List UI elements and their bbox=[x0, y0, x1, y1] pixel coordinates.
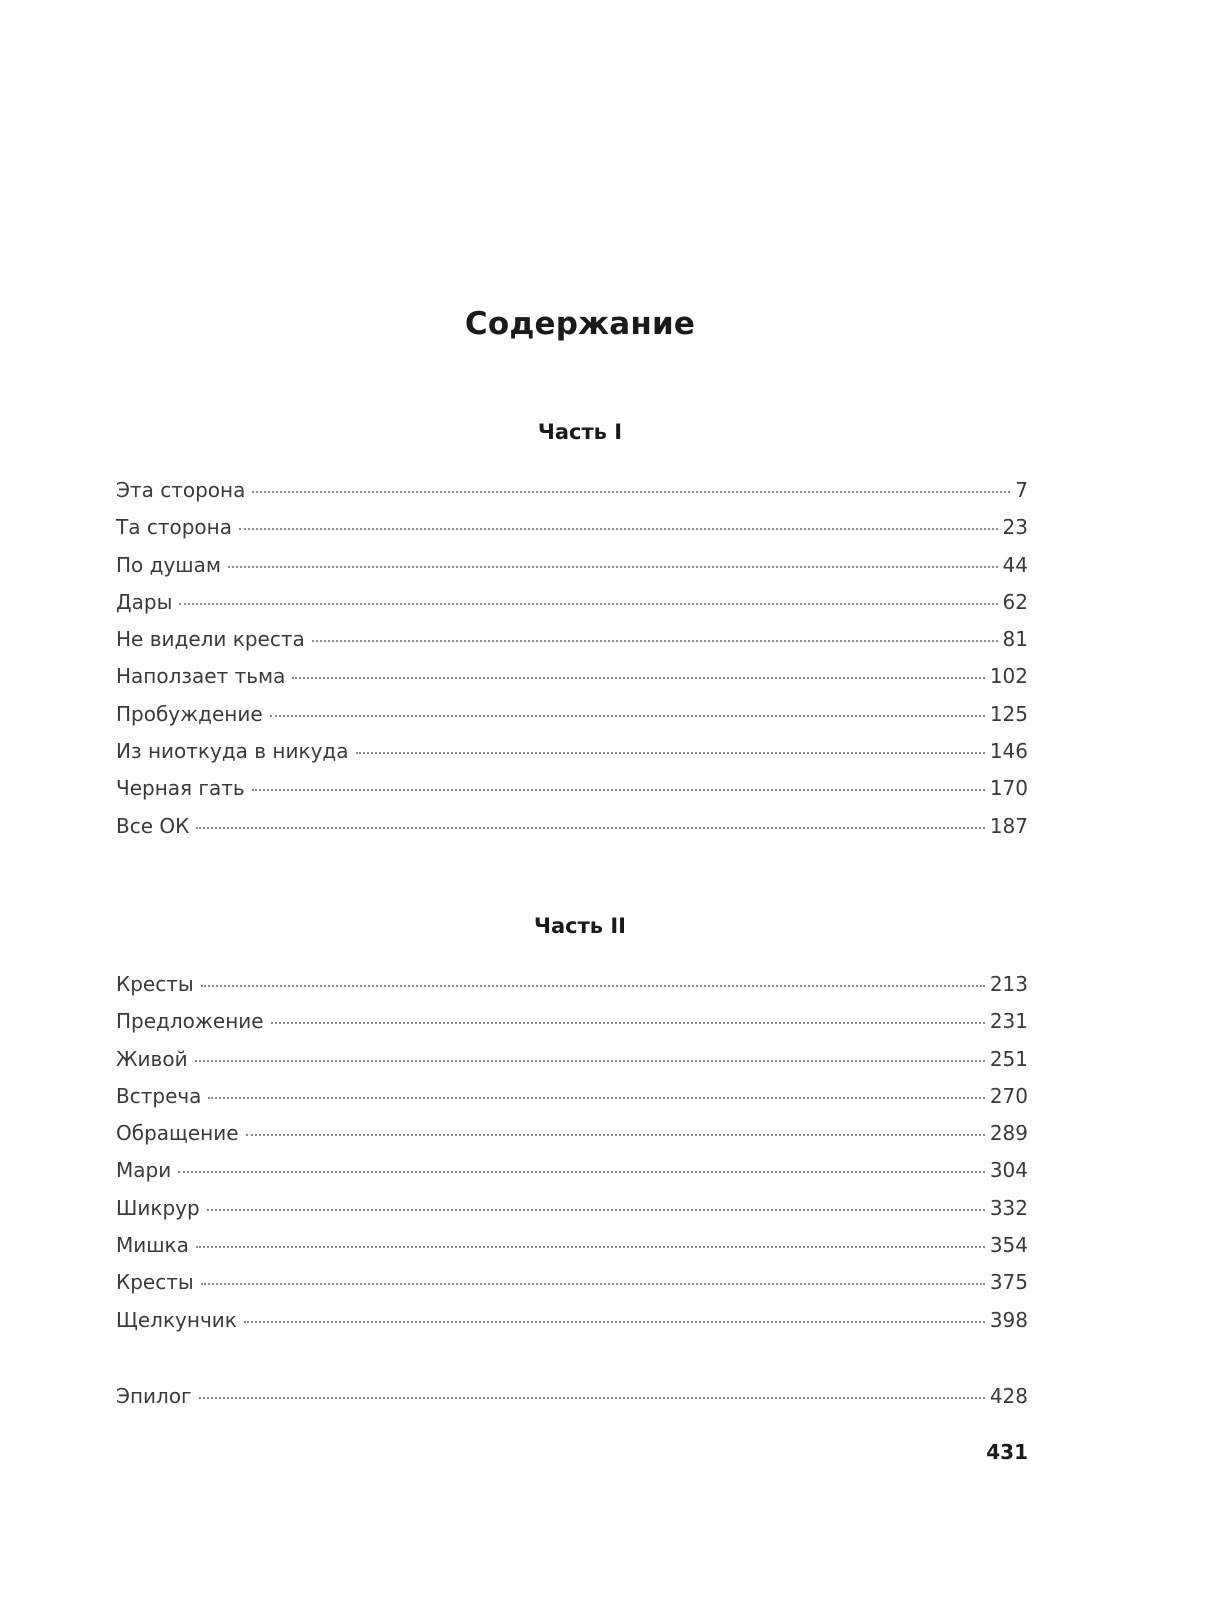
toc-entry bbox=[116, 1158, 1028, 1195]
toc-entry bbox=[116, 1121, 1028, 1158]
epilogue-toc-list bbox=[116, 1384, 1028, 1421]
dot-leader bbox=[199, 1397, 985, 1399]
toc-entry-page: 289 bbox=[989, 1121, 1028, 1146]
dot-leader bbox=[244, 1321, 985, 1323]
toc-entry bbox=[116, 702, 1028, 739]
dot-leader bbox=[208, 1097, 984, 1099]
toc-entry bbox=[116, 1009, 1028, 1046]
toc-entry-page: 23 bbox=[1002, 515, 1028, 540]
toc-entry-title: Мишка bbox=[116, 1233, 189, 1258]
toc-entry-epilogue bbox=[116, 1384, 1028, 1421]
toc-entry bbox=[116, 1233, 1028, 1270]
dot-leader bbox=[228, 566, 998, 568]
toc-entry-title: Эта сторона bbox=[116, 478, 246, 502]
toc-entry-page: 146 bbox=[989, 739, 1028, 764]
toc-entry bbox=[116, 972, 1028, 1009]
toc-entry-page: 231 bbox=[989, 1009, 1028, 1034]
toc-entry-title: Эпилог bbox=[116, 1384, 192, 1408]
toc-entry-title: По душам bbox=[116, 552, 221, 577]
dot-leader bbox=[201, 985, 985, 987]
dot-leader bbox=[252, 491, 1010, 493]
toc-entry-title: Дары bbox=[116, 589, 173, 614]
dot-leader bbox=[179, 603, 997, 605]
toc-entry-title: Обращение bbox=[116, 1121, 239, 1146]
dot-leader bbox=[292, 677, 984, 679]
part-1-heading: Часть I bbox=[537, 420, 623, 444]
dot-leader bbox=[246, 1134, 985, 1136]
toc-entry-title: Мари bbox=[116, 1158, 172, 1183]
toc-entry bbox=[116, 776, 1028, 813]
toc-entry bbox=[116, 478, 1028, 515]
toc-entry-page: 44 bbox=[1002, 552, 1028, 577]
dot-leader bbox=[271, 1022, 985, 1024]
toc-entry-page: 332 bbox=[989, 1195, 1028, 1220]
toc-entry-title: Щелкунчик bbox=[116, 1307, 237, 1332]
toc-entry bbox=[116, 590, 1028, 627]
dot-leader bbox=[196, 1246, 985, 1248]
toc-entry-page: 102 bbox=[989, 664, 1028, 689]
page-title: Содержание bbox=[464, 306, 696, 342]
toc-entry-title: Кресты bbox=[116, 972, 194, 996]
toc-entry-page: 7 bbox=[1015, 478, 1028, 502]
toc-entry bbox=[116, 814, 1028, 851]
toc-entry-page: 187 bbox=[989, 813, 1028, 838]
toc-entry-title: Кресты bbox=[116, 1270, 194, 1295]
toc-entry-page: 251 bbox=[989, 1046, 1028, 1071]
toc-entry-page: 125 bbox=[989, 701, 1028, 726]
part-1-toc-list bbox=[116, 478, 1028, 851]
toc-entry bbox=[116, 1196, 1028, 1233]
toc-entry-title: Из ниоткуда в никуда bbox=[116, 739, 349, 764]
toc-entry-page: 81 bbox=[1002, 627, 1028, 652]
dot-leader bbox=[201, 1283, 985, 1285]
toc-entry-page: 375 bbox=[989, 1270, 1028, 1295]
toc-entry bbox=[116, 553, 1028, 590]
toc-entry-page: 304 bbox=[989, 1158, 1028, 1183]
toc-entry bbox=[116, 1270, 1028, 1307]
toc-entry-page: 354 bbox=[989, 1233, 1028, 1258]
toc-entry bbox=[116, 1308, 1028, 1345]
dot-leader bbox=[196, 827, 984, 829]
toc-entry bbox=[116, 739, 1028, 776]
dot-leader bbox=[195, 1060, 985, 1062]
toc-entry bbox=[116, 1084, 1028, 1121]
part-2-heading: Часть II bbox=[534, 914, 626, 938]
toc-entry bbox=[116, 664, 1028, 701]
dot-leader bbox=[312, 640, 998, 642]
page-number: 431 bbox=[986, 1440, 1028, 1464]
part-2-toc-list bbox=[116, 972, 1028, 1345]
toc-entry-title: Пробуждение bbox=[116, 701, 263, 726]
toc-entry-page: 170 bbox=[989, 776, 1028, 801]
toc-entry-page: 270 bbox=[989, 1083, 1028, 1108]
dot-leader bbox=[252, 789, 985, 791]
toc-entry bbox=[116, 627, 1028, 664]
toc-entry-title: Не видели креста bbox=[116, 627, 305, 652]
toc-entry-title: Живой bbox=[116, 1046, 188, 1071]
toc-entry-page: 213 bbox=[989, 972, 1028, 996]
toc-entry bbox=[116, 1047, 1028, 1084]
dot-leader bbox=[356, 752, 985, 754]
toc-entry bbox=[116, 515, 1028, 552]
toc-entry-title: Все ОК bbox=[116, 813, 190, 838]
dot-leader bbox=[239, 528, 998, 530]
toc-entry-title: Черная гать bbox=[116, 776, 245, 801]
toc-entry-page: 62 bbox=[1002, 589, 1028, 614]
toc-entry-title: Шикруp bbox=[116, 1195, 200, 1220]
toc-entry-title: Наползает тьма bbox=[116, 664, 286, 689]
toc-entry-page: 398 bbox=[989, 1307, 1028, 1332]
dot-leader bbox=[270, 715, 985, 717]
toc-entry-title: Та сторона bbox=[116, 515, 232, 540]
toc-entry-title: Встреча bbox=[116, 1083, 202, 1108]
toc-entry-title: Предложение bbox=[116, 1009, 264, 1034]
dot-leader bbox=[178, 1171, 985, 1173]
toc-entry-page: 428 bbox=[989, 1384, 1028, 1408]
dot-leader bbox=[207, 1209, 985, 1211]
